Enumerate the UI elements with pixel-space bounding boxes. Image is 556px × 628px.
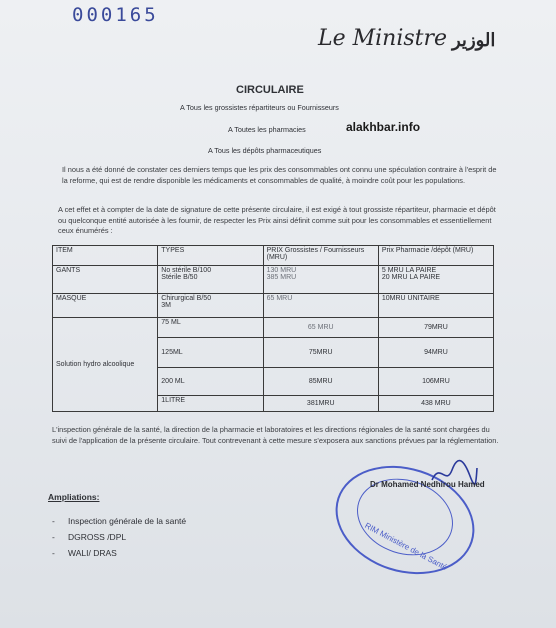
price-value: 20 MRU LA PAIRE [381,274,441,281]
serial-number: 000165 [72,4,159,26]
table-cell-grossiste: 381MRU [263,396,378,412]
table-cell-types [158,266,263,294]
stamp-text: RIM Ministère de la Santé [363,520,449,573]
table-header: Prix Pharmacie /dépôt (MRU) [378,246,493,266]
table-cell-pharmacie [378,294,493,318]
table-cell-pharmacie: 79MRU [378,318,493,338]
table-header: TYPES [158,246,263,266]
body-paragraph: Il nous a été donné de constater ces derniers temps que les prix des consommables ont connu une spéculation contraire à l'esprit de la reforme, qui est de rendre disponible les médicaments et consommables de qualité, à moindre coût pour les populations. [62,165,497,185]
arabic-heading: الوزير [452,30,496,50]
type-value: 3M [161,302,172,309]
table-cell-grossiste: 75MRU [263,338,378,368]
price-value: 5 MRU LA PAIRE [381,267,437,274]
watermark-text: alakhbar.info [346,120,421,134]
table-cell-types: 75 ML [158,318,263,338]
bullet-icon: - [52,532,55,542]
table-cell-pharmacie: 438 MRU [378,396,493,412]
signatory-name: Dr Mohamed Nedhirou Hamed [370,480,485,489]
addressee-line: A Tous les dépôts pharmaceutiques [208,146,322,155]
price-value: 385 MRU [266,274,297,281]
addressee-line: A Toutes les pharmacies [228,125,306,134]
table-cell-grossiste [263,294,378,318]
ministre-heading: Le Ministre [318,26,448,51]
table-cell-item: Solution hydro alcoolique [53,318,158,412]
ampliations-title: Ampliations: [48,492,100,502]
price-table [52,245,494,412]
table-cell-types: 200 ML [158,368,263,396]
table-cell-types: 125ML [158,338,263,368]
table-cell-item: GANTS [53,266,158,294]
bullet-icon: - [52,516,55,526]
table-cell-types [158,294,263,318]
type-value: Chirurgical B/50 [161,295,212,302]
ampliation-item: WALI/ DRAS [68,548,117,558]
price-value: 130 MRU [266,267,297,274]
table-cell-pharmacie [378,266,493,294]
ampliation-item: Inspection générale de la santé [68,516,187,526]
document-title: CIRCULAIRE [236,84,304,96]
table-header: PRIX Grossistes / Fournisseurs (MRU) [263,246,378,266]
table-cell-pharmacie: 94MRU [378,338,493,368]
ampliation-item: DGROSS /DPL [68,532,127,542]
bullet-icon: - [52,548,55,558]
type-value: Stérile B/50 [161,274,198,281]
type-value: No stérile B/100 [161,267,212,274]
table-cell-item: MASQUE [53,294,158,318]
table-cell-grossiste: 65 MRU [263,318,378,338]
addressee-line: A Tous les grossistes répartiteurs ou Fournisseurs [180,103,339,112]
price-value: 65 MRU [266,295,293,302]
closing-paragraph: L'inspection générale de la santé, la direction de la pharmacie et laboratoires et les directions régionales de la santé sont chargées du suivi de l'application de la présente circulaire. Tout contrevenant à cette mesure s'exposera aux sanctions prévues par la réglementation. [52,425,499,445]
body-paragraph: A cet effet et à compter de la date de signature de cette présente circulaire, il est exigé à tout grossiste répartiteur, pharmacie et dépôt ou quelconque entité autorisée à les fournir, de respecter les Prix ainsi définit comme suit pour les consommables et essentiellement ceux énumérés : [58,205,496,235]
table-header: ITEM [53,246,158,266]
price-value: 10MRU UNITAIRE [381,295,440,302]
table-cell-types: 1LITRE [158,396,263,412]
table-cell-grossiste: 85MRU [263,368,378,396]
table-cell-grossiste [263,266,378,294]
table-cell-pharmacie: 106MRU [378,368,493,396]
